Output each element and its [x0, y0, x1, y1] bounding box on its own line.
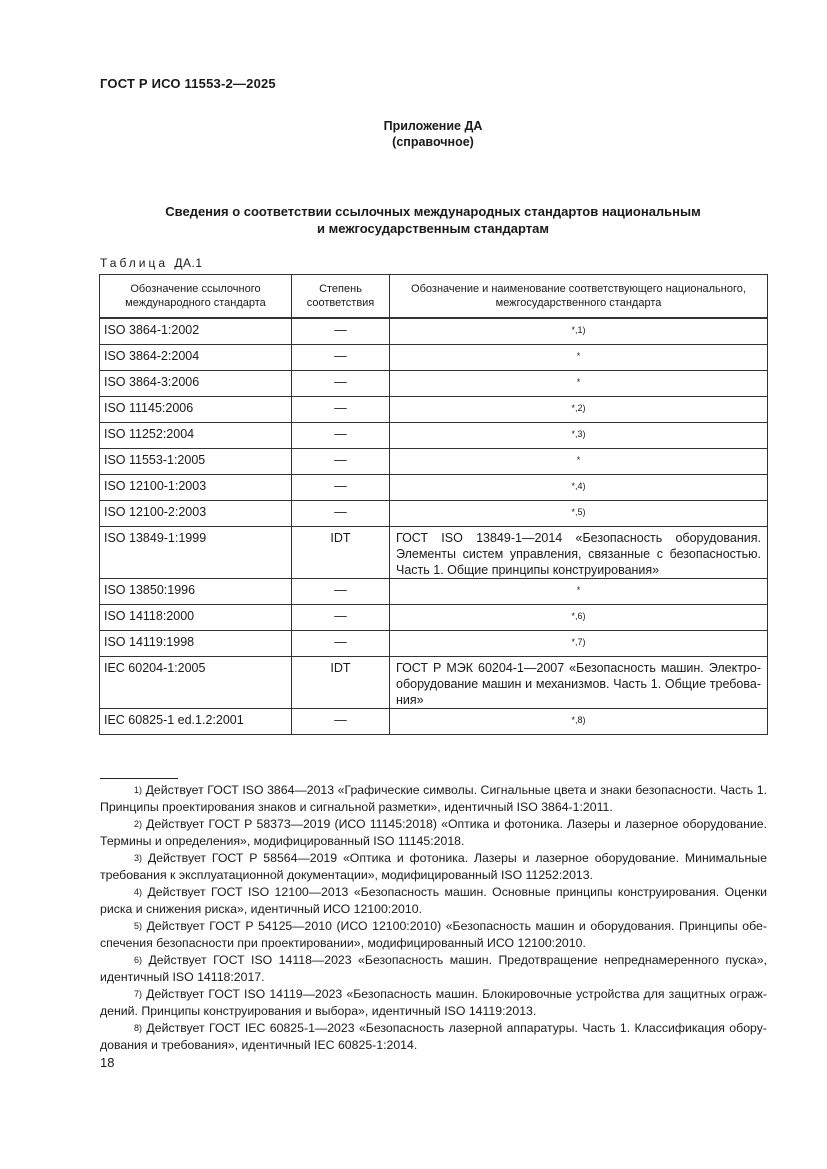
row-ref: IEC 60825-1 ed.1.2:2001: [100, 709, 292, 735]
footnote-text: Действует ГОСТ Р 54125—2010 (ИСО 12100:2010) «Безопасность машин и оборудования. Принципы обеспечения безопасности при проектировании», модифицированный ИСО 12100:2010.: [100, 919, 767, 950]
row-standard: *,5): [390, 501, 768, 527]
row-degree: —: [292, 449, 390, 475]
row-standard: *,6): [390, 605, 768, 631]
document-header: ГОСТ Р ИСО 11553-2—2025: [100, 76, 276, 91]
page-number: 18: [100, 1055, 115, 1070]
row-degree: —: [292, 318, 390, 345]
row-standard: *,1): [390, 318, 768, 345]
footnote-mark: 1): [134, 785, 143, 795]
footnote-mark: 6): [134, 955, 143, 965]
footnote-text: Действует ГОСТ Р 58373—2019 (ИСО 11145:2018) «Оптика и фотоника. Лазеры и лазерное оборудование. Термины и определения», модифицированный ISO 11145:2018.: [100, 817, 767, 848]
row-standard: *: [390, 371, 768, 397]
row-standard: *,4): [390, 475, 768, 501]
row-standard: *,7): [390, 631, 768, 657]
table-row: [100, 475, 768, 501]
footnote-separator: [100, 778, 178, 779]
row-degree: —: [292, 423, 390, 449]
row-ref: ISO 12100-1:2003: [100, 475, 292, 501]
table-caption-word: Таблица: [100, 256, 169, 270]
footnote: [100, 918, 767, 951]
footnote-text: Действует ГОСТ ISO 14118—2023 «Безопасность машин. Предотвращение непреднамеренного пуска», идентичный ISO 14118:2017.: [100, 953, 767, 984]
footnote-mark: 3): [134, 853, 143, 863]
row-ref: ISO 3864-1:2002: [100, 318, 292, 345]
footnote-text: Действует ГОСТ ISO 3864—2013 «Графические символы. Сигнальные цвета и знаки безопасности. Часть 1. Принципы проектирования знаков и сигнальной разметки», идентичный ISO 3864-1:2011.: [100, 783, 768, 814]
footnote-mark: 4): [134, 887, 143, 897]
footnote: [100, 1020, 767, 1053]
row-degree: —: [292, 501, 390, 527]
row-standard: *: [390, 579, 768, 605]
row-standard: *,2): [390, 397, 768, 423]
footnote-text: Действует ГОСТ IEC 60825-1—2023 «Безопасность лазерной аппаратуры. Часть 1. Классификация оборудования и требования», идентичный IEC 60825-1:2014.: [100, 1021, 767, 1052]
table-caption-number: ДА.1: [174, 256, 203, 270]
table-row: [100, 657, 768, 709]
footnote: [100, 884, 767, 917]
footnote-text: Действует ГОСТ ISO 12100—2013 «Безопасность машин. Основные принципы конструирования. Оценки риска и снижения риска», идентичный ИСО 12100:2010.: [100, 885, 767, 916]
footnote-mark: 5): [134, 921, 143, 931]
row-degree: IDT: [292, 527, 390, 579]
row-standard: ГОСТ Р МЭК 60204-1—2007 «Безопасность машин. Электрооборудование машин и механизмов. Часть 1. Общие требования»: [390, 657, 768, 709]
table-row: [100, 501, 768, 527]
row-standard: *: [390, 449, 768, 475]
row-ref: ISO 14119:1998: [100, 631, 292, 657]
table-caption: [100, 256, 203, 270]
header-reference-standard: Обозначение ссылочного международного стандарта: [100, 275, 292, 319]
footnote-text: Действует ГОСТ ISO 14119—2023 «Безопасность машин. Блокировочные устройства для защитных ограждений. Принципы конструирования и выбора», идентичный ISO 14119:2013.: [100, 987, 767, 1018]
row-standard: *,8): [390, 709, 768, 735]
section-title-line2: и межгосударственным стандартам: [317, 221, 549, 236]
table-row: [100, 318, 768, 345]
row-degree: —: [292, 579, 390, 605]
table-row: [100, 631, 768, 657]
header-degree: Степень соответствия: [292, 275, 390, 319]
row-ref: ISO 13850:1996: [100, 579, 292, 605]
table-row: [100, 527, 768, 579]
footnote: [100, 816, 767, 849]
row-degree: —: [292, 631, 390, 657]
table-row: [100, 345, 768, 371]
row-degree: IDT: [292, 657, 390, 709]
row-ref: IEC 60204-1:2005: [100, 657, 292, 709]
footnote-mark: 8): [134, 1023, 143, 1033]
row-standard: ГОСТ ISO 13849-1—2014 «Безопасность оборудования. Элементы систем управления, связанные с безопасностью. Часть 1. Общие принципы конструирования»: [390, 527, 768, 579]
row-ref: ISO 14118:2000: [100, 605, 292, 631]
row-degree: —: [292, 345, 390, 371]
row-ref: ISO 11252:2004: [100, 423, 292, 449]
row-degree: —: [292, 475, 390, 501]
row-ref: ISO 3864-3:2006: [100, 371, 292, 397]
correspondence-table: [99, 274, 768, 735]
footnote-text: Действует ГОСТ Р 58564—2019 «Оптика и фотоника. Лазеры и лазерное оборудование. Минимальные требования к эксплуатационной документации», модифицированный ISO 11252:2013.: [100, 851, 767, 882]
row-ref: ISO 12100-2:2003: [100, 501, 292, 527]
footnote: [100, 952, 767, 985]
row-ref: ISO 13849-1:1999: [100, 527, 292, 579]
row-degree: —: [292, 605, 390, 631]
row-degree: —: [292, 709, 390, 735]
footnote: [100, 850, 767, 883]
row-ref: ISO 3864-2:2004: [100, 345, 292, 371]
row-degree: —: [292, 371, 390, 397]
table-row: [100, 449, 768, 475]
table-row: [100, 709, 768, 735]
section-title-line1: Сведения о соответствии ссылочных международных стандартов национальным: [165, 204, 701, 219]
footnote-mark: 2): [134, 819, 143, 829]
row-standard: *,3): [390, 423, 768, 449]
footnote: [100, 782, 767, 815]
table-row: [100, 371, 768, 397]
annex-title: Приложение ДА: [383, 119, 483, 133]
table-row: [100, 423, 768, 449]
table-row: [100, 397, 768, 423]
row-degree: —: [292, 397, 390, 423]
table-row: [100, 605, 768, 631]
row-standard: *: [390, 345, 768, 371]
annex-subtitle: (справочное): [392, 135, 474, 149]
row-ref: ISO 11553-1:2005: [100, 449, 292, 475]
footnote: [100, 986, 767, 1019]
row-ref: ISO 11145:2006: [100, 397, 292, 423]
footnote-mark: 7): [134, 989, 143, 999]
table-row: [100, 579, 768, 605]
header-national-standard: Обозначение и наименование соответствующего национального, межгосударственного стандарта: [390, 275, 768, 319]
